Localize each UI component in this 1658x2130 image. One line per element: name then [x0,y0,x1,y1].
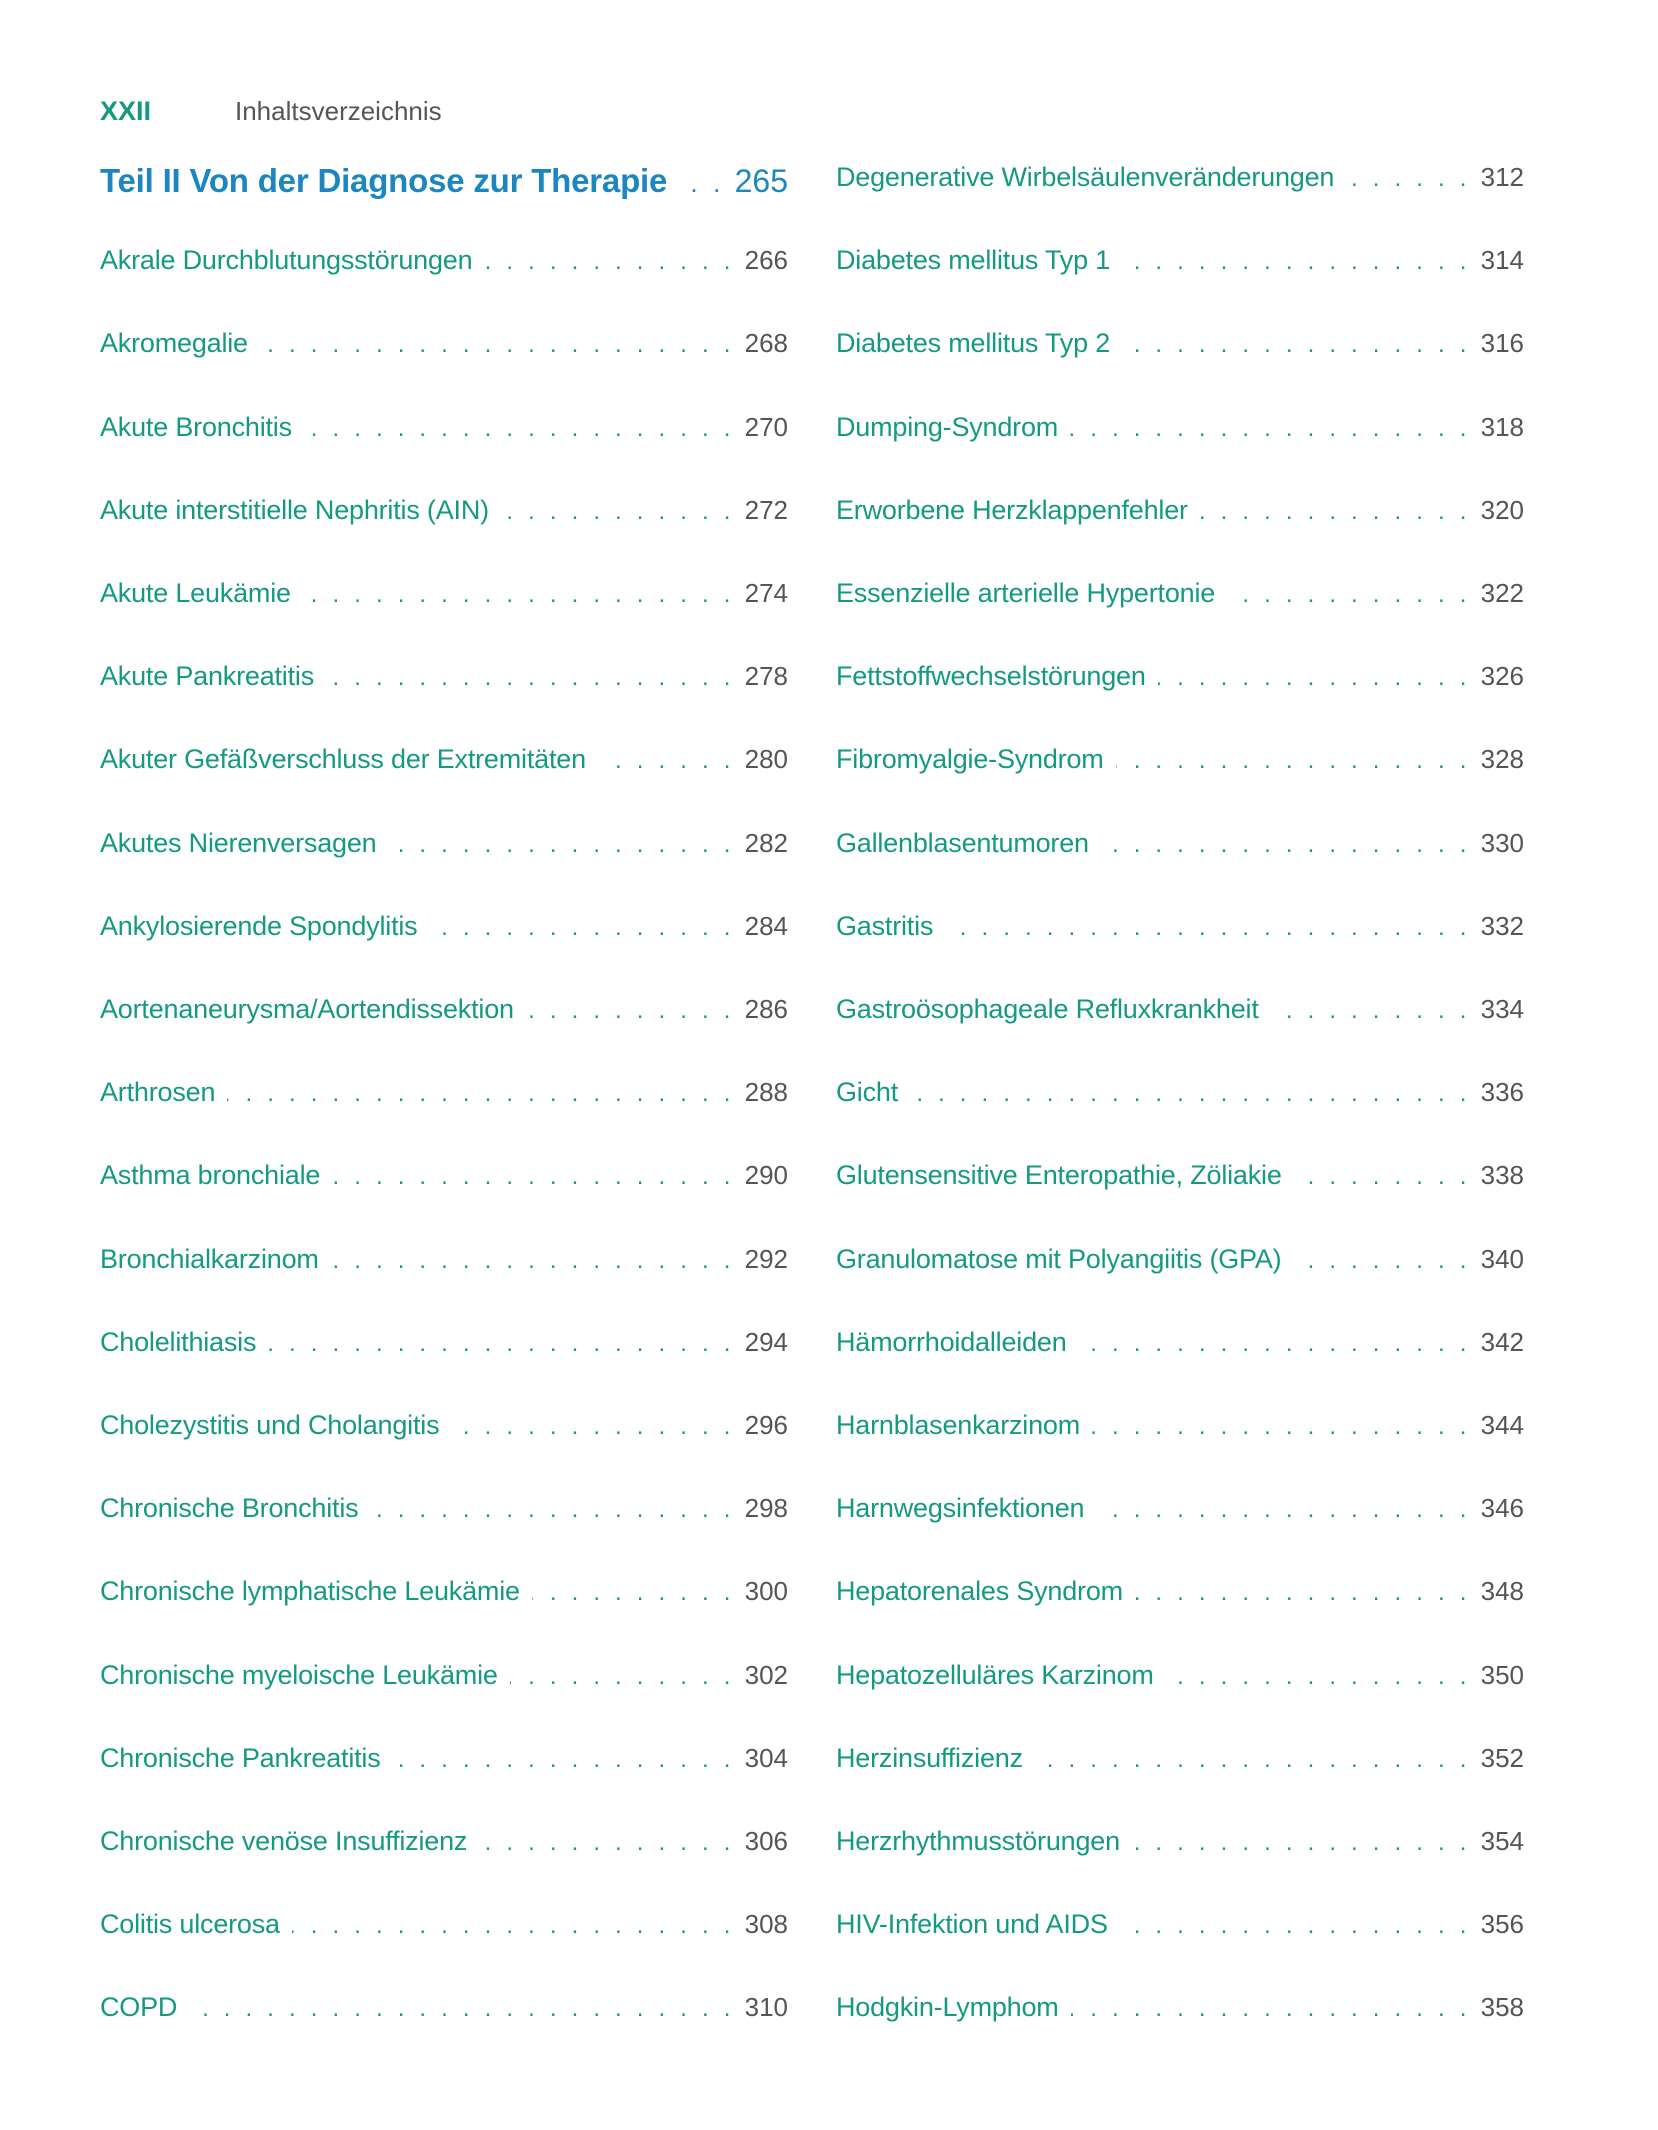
toc-entry-page: 316 [1480,328,1524,359]
toc-entry-page: 340 [1480,1243,1524,1274]
toc-entry-page: 350 [1480,1659,1524,1690]
dot-leader [1122,331,1471,359]
dot-leader [1135,1579,1471,1607]
toc-entry-page: 302 [744,1659,788,1690]
toc-entry[interactable] [836,661,1524,701]
dot-leader [227,1080,734,1108]
toc-entry-page: 326 [1480,661,1524,692]
toc-entry-page: 306 [744,1826,788,1856]
dot-leader [292,1912,735,1940]
toc-entry-page: 304 [744,1742,788,1773]
toc-entry[interactable] [100,1909,788,1949]
toc-entry[interactable] [836,1576,1524,1616]
dot-leader [393,1746,735,1774]
dot-leader [598,747,735,775]
toc-entry-title: Diabetes mellitus Typ 2 [836,328,1111,359]
dot-leader [268,1330,734,1358]
toc-entry[interactable] [836,1410,1524,1450]
toc-entry-title: Degenerative Wirbelsäulenveränderungen [836,162,1335,192]
dot-leader [510,1663,735,1691]
dot-leader [1158,664,1471,692]
toc-entry-title: Herzinsuffizienz [836,1742,1023,1773]
toc-entry[interactable] [836,1909,1524,1949]
toc-entry-title: Ankylosierende Spondylitis [100,910,418,941]
toc-entry-page: 334 [1480,994,1524,1024]
toc-entry-page: 346 [1480,1493,1524,1524]
toc-entry-title: Akute Leukämie [100,578,291,608]
toc-entry-title: Fibromyalgie-Syndrom [836,744,1104,775]
page-header [100,96,442,136]
toc-entry-page: 274 [744,578,788,608]
dot-leader [532,1579,735,1607]
toc-entry-page: 310 [744,1992,788,2023]
toc-entry[interactable] [100,661,788,701]
dot-leader [304,415,735,443]
toc-entry-title: COPD [100,1992,178,2023]
toc-entry-page: 358 [1480,1992,1524,2023]
dot-leader [370,1496,734,1524]
dot-leader [1096,1496,1470,1524]
toc-entry[interactable] [836,1660,1524,1700]
toc-entry[interactable] [836,578,1524,618]
toc-entry-page: 344 [1480,1410,1524,1440]
toc-entry[interactable] [100,1077,788,1117]
dot-leader [484,248,734,276]
dot-leader [526,997,735,1025]
dot-leader [451,1413,734,1441]
toc-entry-page: 278 [744,661,788,692]
toc-entry[interactable] [100,1992,788,2032]
toc-entry[interactable] [100,578,788,618]
dot-leader [189,1995,734,2023]
toc-entry-title: Harnwegsinfektionen [836,1493,1085,1524]
toc-entry[interactable] [100,1743,788,1783]
dot-leader [331,1247,735,1275]
toc-entry-page: 266 [744,245,788,276]
toc-entry-title: Hämorrhoidalleiden [836,1326,1067,1357]
dot-leader [1200,498,1471,526]
toc-entry-title: Akute interstitielle Nephritis (AIN) [100,494,489,525]
toc-entry-title: Akute Bronchitis [100,411,292,442]
dot-leader [332,1163,734,1191]
dot-leader [501,498,735,526]
toc-entry[interactable] [100,1493,788,1533]
toc-entry[interactable] [100,1576,788,1616]
toc-entry-page: 356 [1480,1909,1524,1940]
toc-entry-page: 292 [744,1243,788,1274]
toc-entry-title: Gastroösophageale Refluxkrankheit [836,994,1259,1024]
toc-entry-title: Teil II Von der Diagnose zur Therapie [100,162,668,199]
toc-entry[interactable] [100,495,788,535]
toc-entry-title: Hodgkin-Lymphom [836,1992,1059,2023]
toc-entry-page: 296 [744,1410,788,1440]
toc-entry-title: Chronische lymphatische Leukämie [100,1576,520,1607]
toc-entry-page: 290 [744,1160,788,1191]
toc-entry-title: Gastritis [836,910,934,941]
dot-leader [1346,165,1470,193]
toc-entry[interactable] [836,162,1524,202]
toc-entry[interactable] [836,744,1524,784]
toc-entry-title: Essenzielle arterielle Hypertonie [836,578,1216,608]
toc-entry-title: Chronische Pankreatitis [100,1742,381,1773]
toc-entry[interactable] [100,828,788,868]
toc-entry-page: 328 [1480,744,1524,775]
dot-leader [1071,1995,1471,2023]
dot-leader [1166,1663,1471,1691]
toc-entry[interactable] [836,1160,1524,1200]
dot-leader [429,914,734,942]
toc-entry[interactable] [836,1327,1524,1367]
toc-entry-title: Akutes Nierenversagen [100,827,377,858]
toc-entry-page: 336 [1480,1077,1524,1108]
dot-leader [260,331,735,359]
toc-entry-page: 300 [744,1576,788,1607]
dot-leader [479,1829,734,1857]
toc-entry[interactable] [100,1327,788,1367]
toc-entry-title: Akrale Durchblutungsstörungen [100,245,473,276]
dot-leader [1293,1247,1470,1275]
toc-entry[interactable] [836,328,1524,368]
dot-leader [1294,1163,1471,1191]
toc-entry-page: 265 [734,163,788,199]
dot-leader [679,168,724,199]
dot-leader [1122,248,1471,276]
dot-leader [1227,581,1471,609]
toc-entry-page: 286 [744,994,788,1024]
toc-entry-page: 332 [1480,910,1524,941]
dot-leader [1101,831,1471,859]
toc-entry-title: Gicht [836,1077,899,1108]
toc-entry[interactable] [836,1743,1524,1783]
toc-entry-page: 318 [1480,411,1524,442]
running-title: Inhaltsverzeichnis [235,96,442,126]
toc-entry-title: Herzrhythmusstörungen [836,1826,1120,1856]
dot-leader [388,831,734,859]
toc-entry[interactable] [100,1660,788,1700]
toc-entry[interactable] [100,744,788,784]
dot-leader [1079,1330,1471,1358]
toc-entry[interactable] [836,828,1524,868]
toc-entry-page: 352 [1480,1742,1524,1773]
toc-entry-page: 272 [744,494,788,525]
toc-entry-page: 314 [1480,245,1524,276]
toc-entry-page: 298 [744,1493,788,1524]
toc-entry[interactable] [836,1826,1524,1866]
toc-entry-title: Fettstoffwechselstörungen [836,661,1146,692]
dot-leader [1271,997,1471,1025]
toc-entry-title: Akuter Gefäßverschluss der Extremitäten [100,744,586,775]
toc-entry[interactable] [836,1077,1524,1117]
dot-leader [1116,747,1471,775]
dot-leader [1132,1829,1471,1857]
toc-entry[interactable] [836,412,1524,452]
dot-leader [945,914,1470,942]
toc-entry-title: Dumping-Syndrom [836,411,1059,442]
toc-entry-title: Chronische venöse Insuffizienz [100,1826,468,1856]
toc-entry-title: Aortenaneurysma/Aortendissektion [100,994,514,1024]
toc-entry[interactable] [836,911,1524,951]
toc-entry[interactable] [836,245,1524,285]
toc-entry-page: 338 [1480,1160,1524,1191]
toc-entry[interactable] [100,1410,788,1450]
dot-leader [326,664,735,692]
toc-entry[interactable] [100,328,788,368]
toc-entry-page: 280 [744,744,788,775]
toc-entry-page: 270 [744,411,788,442]
toc-part-heading[interactable] [100,162,788,202]
toc-entry-title: Erworbene Herzklappenfehler [836,494,1188,525]
toc-entry-page: 268 [744,328,788,359]
toc-entry-page: 308 [744,1909,788,1940]
toc-entry[interactable] [836,994,1524,1034]
toc-entry-title: Cholezystitis und Cholangitis [100,1410,440,1440]
page-number: XXII [100,96,152,126]
dot-leader [1120,1912,1471,1940]
dot-leader [1092,1413,1471,1441]
toc-entry-page: 320 [1480,494,1524,525]
toc-entry-page: 294 [744,1326,788,1357]
toc-entry-title: Chronische Bronchitis [100,1493,359,1524]
dot-leader [1035,1746,1471,1774]
toc-entry-title: Gallenblasentumoren [836,827,1089,858]
toc-entry-title: Akromegalie [100,328,248,359]
toc-entry-title: Harnblasenkarzinom [836,1410,1081,1440]
toc-entry-title: Akute Pankreatitis [100,661,315,692]
toc-entry[interactable] [836,1493,1524,1533]
dot-leader [303,581,735,609]
toc-entry[interactable] [100,245,788,285]
toc-entry-page: 282 [744,827,788,858]
toc-entry[interactable] [100,412,788,452]
toc-entry-page: 288 [744,1077,788,1108]
toc-entry-title: Colitis ulcerosa [100,1909,280,1940]
toc-entry-title: Glutensensitive Enteropathie, Zöliakie [836,1160,1282,1191]
toc-entry-page: 322 [1480,578,1524,608]
toc-entry-title: Hepatorenales Syndrom [836,1576,1123,1607]
toc-entry-title: Cholelithiasis [100,1326,257,1357]
toc-entry-title: Diabetes mellitus Typ 1 [836,245,1111,276]
dot-leader [1070,415,1471,443]
toc-entry[interactable] [100,1826,788,1866]
toc-entry-page: 312 [1480,162,1524,192]
toc-entry-page: 354 [1480,1826,1524,1856]
dot-leader [910,1080,1471,1108]
toc-entry-page: 348 [1480,1576,1524,1607]
toc-entry-page: 284 [744,910,788,941]
toc-entry-title: Hepatozelluläres Karzinom [836,1659,1154,1690]
toc-entry-title: HIV-Infektion und AIDS [836,1909,1108,1940]
toc-entry-title: Granulomatose mit Polyangiitis (GPA) [836,1243,1282,1274]
toc-entry-title: Arthrosen [100,1077,216,1108]
toc-entry[interactable] [836,495,1524,535]
toc-entry-title: Bronchialkarzinom [100,1243,319,1274]
toc-entry[interactable] [100,1244,788,1284]
toc-entry-title: Asthma bronchiale [100,1160,321,1191]
toc-entry-page: 330 [1480,827,1524,858]
toc-entry[interactable] [100,911,788,951]
toc-entry[interactable] [836,1992,1524,2032]
toc-entry-title: Chronische myeloische Leukämie [100,1659,498,1690]
toc-entry[interactable] [836,1244,1524,1284]
toc-entry[interactable] [100,994,788,1034]
toc-entry-page: 342 [1480,1326,1524,1357]
toc-entry[interactable] [100,1160,788,1200]
